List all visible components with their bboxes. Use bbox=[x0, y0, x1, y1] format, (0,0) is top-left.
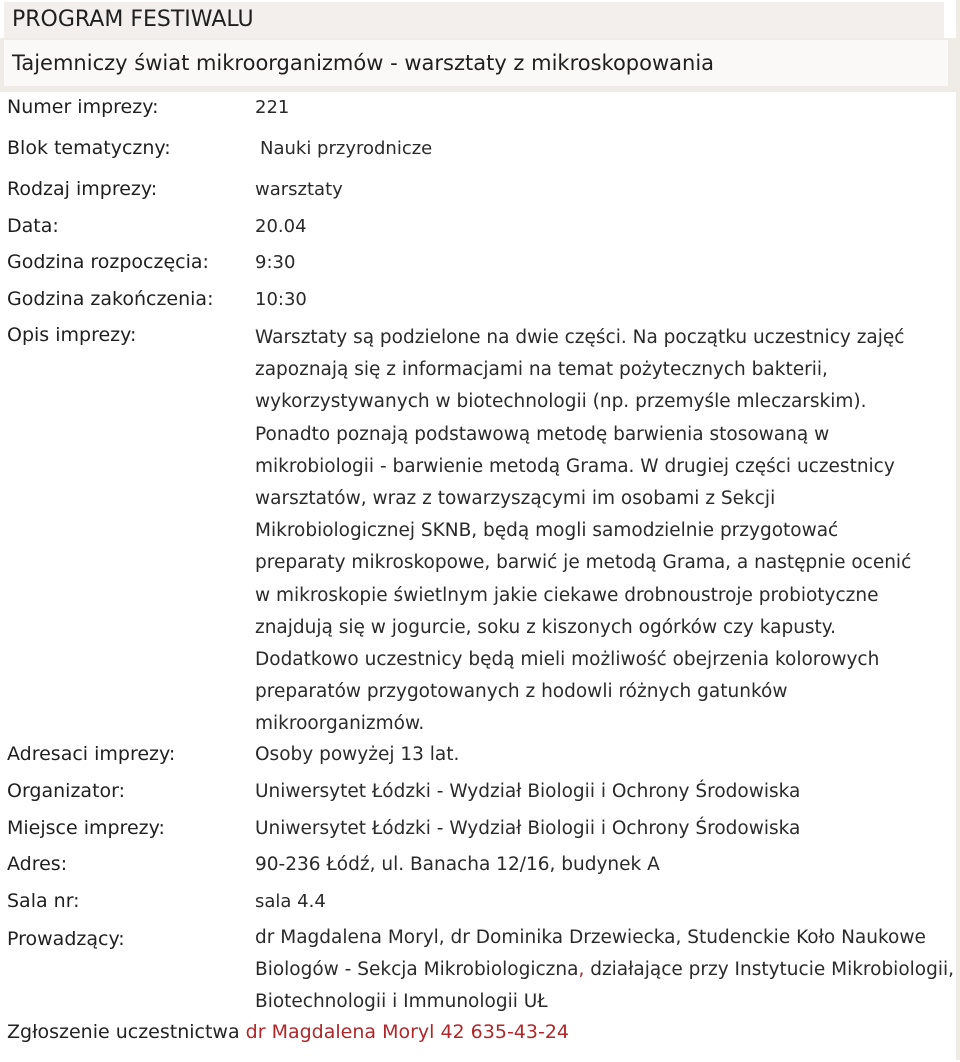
description-line: Mikrobiologicznej SKNB, będą mogli samodzielnie przygotować bbox=[255, 520, 839, 542]
description-line: Warsztaty są podzielone na dwie części. Na początku uczestnicy zajęć bbox=[255, 327, 905, 348]
description-line: znajdują się w jogurcie, soku z kiszonych ogórków czy kapusty. bbox=[255, 616, 836, 638]
room-value: sala 4.4 bbox=[255, 891, 326, 912]
description-line: Ponadto poznają podstawową metodę barwienia stosowaną w bbox=[255, 423, 830, 445]
block-value: Nauki przyrodnicze bbox=[260, 138, 433, 159]
type-label: Rodzaj imprezy: bbox=[7, 178, 158, 200]
description-line: warsztatów, wraz z towarzyszącymi im osobami z Sekcji bbox=[255, 488, 776, 510]
description-line: w mikroskopie świetlnym jakie ciekawe drobnoustroje probiotyczne bbox=[255, 584, 879, 606]
date-label: Data: bbox=[7, 215, 59, 237]
address-value: 90-236 Łódź, ul. Banacha 12/16, budynek A bbox=[255, 854, 660, 875]
audience-value: Osoby powyżej 13 lat. bbox=[255, 744, 460, 765]
room-label: Sala nr: bbox=[7, 890, 80, 912]
hosts-label: Prowadzący: bbox=[7, 928, 125, 950]
organizer-label: Organizator: bbox=[7, 780, 126, 802]
event-title: Tajemniczy świat mikroorganizmów - warsztaty z mikroskopowania bbox=[4, 40, 948, 86]
block-label: Blok tematyczny: bbox=[7, 137, 171, 159]
hosts-comma: , bbox=[578, 959, 585, 980]
description-line: Dodatkowo uczestnicy będą mieli możliwość obejrzenia kolorowych bbox=[255, 649, 880, 671]
type-value: warsztaty bbox=[255, 179, 343, 200]
hosts-value bbox=[255, 922, 955, 1018]
description-label: Opis imprezy: bbox=[7, 324, 137, 346]
registration bbox=[7, 1021, 569, 1043]
description bbox=[255, 322, 945, 741]
hosts-part2: działające przy Instytucie Mikrobiologii, Biotechnologii i Immunologii UŁ bbox=[255, 959, 955, 1012]
number-value: 221 bbox=[255, 97, 290, 118]
end-value: 10:30 bbox=[255, 289, 307, 310]
description-line: mikrobiologii - barwienie metodą Grama. W drugiej części uczestnicy bbox=[255, 455, 895, 477]
description-line: preparatów przygotowanych z hodowli różnych gatunków bbox=[255, 681, 788, 703]
address-label: Adres: bbox=[7, 853, 68, 875]
venue-value: Uniwersytet Łódzki - Wydział Biologii i Ochrony Środowiska bbox=[255, 818, 801, 839]
description-line: zapoznają się z informacjami na temat pożytecznych bakterii, bbox=[255, 359, 828, 381]
page-title: PROGRAM FESTIWALU bbox=[4, 2, 944, 38]
description-line: mikroorganizmów. bbox=[255, 713, 425, 735]
start-value: 9:30 bbox=[255, 252, 296, 273]
description-line: wykorzystywanych w biotechnologii (np. przemyśle mleczarskim). bbox=[255, 391, 867, 413]
start-label: Godzina rozpoczęcia: bbox=[7, 251, 209, 273]
registration-contact: dr Magdalena Moryl 42 635-43-24 bbox=[239, 1021, 570, 1043]
date-value: 20.04 bbox=[255, 216, 307, 237]
venue-label: Miejsce imprezy: bbox=[7, 817, 165, 839]
end-label: Godzina zakończenia: bbox=[7, 288, 214, 310]
audience-label: Adresaci imprezy: bbox=[7, 743, 176, 765]
registration-label: Zgłoszenie uczestnictwa bbox=[7, 1021, 240, 1043]
description-line: preparaty mikroskopowe, barwić je metodą Grama, a następnie ocenić bbox=[255, 552, 912, 574]
number-label: Numer imprezy: bbox=[7, 96, 159, 118]
hosts-part1: dr Magdalena Moryl, dr Dominika Drzewiecka, Studenckie Koło Naukowe Biologów - Sekcja Mikrobiologiczna bbox=[255, 927, 926, 980]
organizer-value: Uniwersytet Łódzki - Wydział Biologii i Ochrony Środowiska bbox=[255, 781, 801, 802]
